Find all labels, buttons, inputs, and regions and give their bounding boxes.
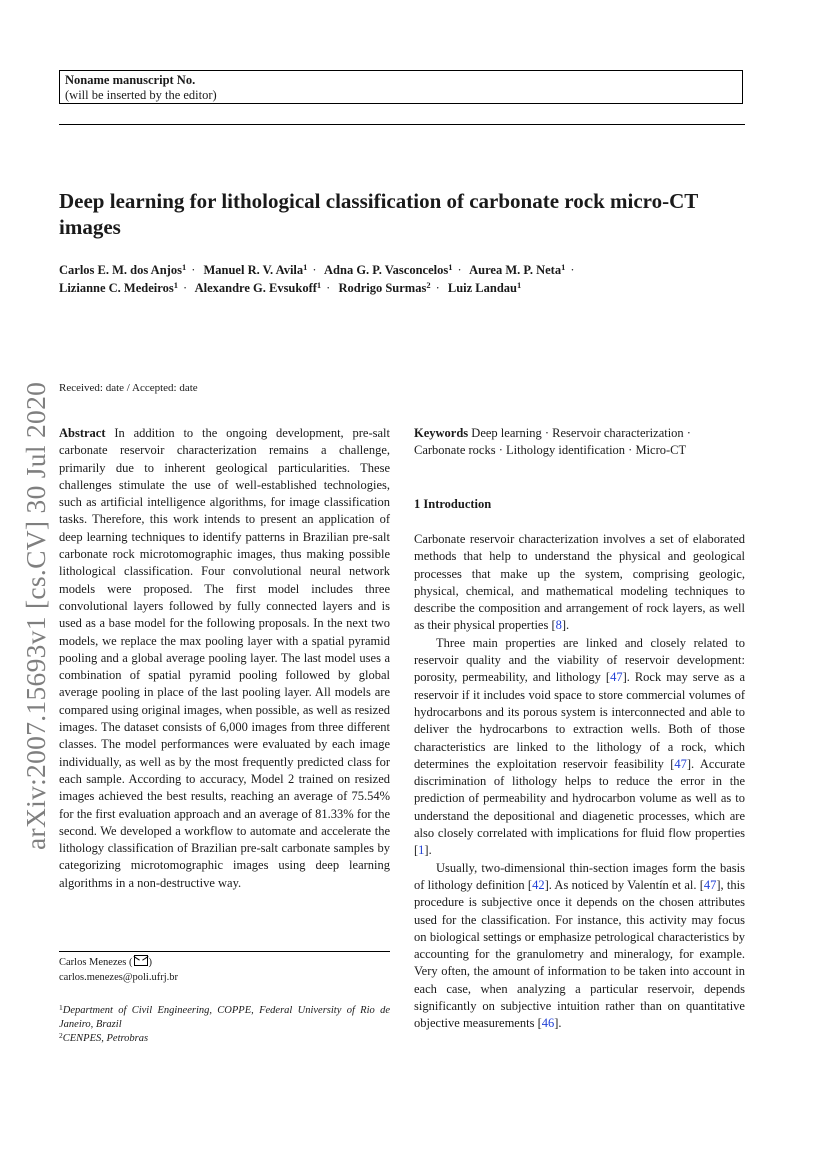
author-affiliation: 1 xyxy=(181,262,187,272)
citation-link[interactable]: 47 xyxy=(674,756,687,771)
received-date: Received: date / Accepted: date xyxy=(59,382,198,394)
author-name: Adna G. P. Vasconcelos xyxy=(324,263,449,277)
corresponding-name: Carlos Menezes xyxy=(59,957,127,968)
author-affiliation: 2 xyxy=(426,280,431,290)
affiliation-number: 1 xyxy=(59,1003,63,1012)
author-name: Aurea M. P. Neta xyxy=(469,263,562,277)
corresponding-email[interactable]: carlos.menezes@poli.ufrj.br xyxy=(59,972,179,983)
author-name: Carlos E. M. dos Anjos xyxy=(59,263,182,277)
author-affiliation: 1 xyxy=(517,280,522,290)
author-name: Lizianne C. Medeiros xyxy=(59,281,174,295)
paragraph: Usually, two-dimensional thin-section images form the basis of lithology definition [42]. As noticed by Valentín et al. [47], this procedure is subjective once it depends on the chosen attributes used for the classification. For instance, this activity may focus on biological settings or emphasize petrological characteristics by accounting for the granulometry and mineralogy, for example. Very often, the amount of information to be taken into account in each case, when analyzing a particular reservoir, depends significantly on subjective intuition rather than on quantitative objective measurements [46]. xyxy=(414,860,745,1031)
corresponding-author: Carlos Menezes ( ) carlos.menezes@poli.ufrj.br xyxy=(59,955,390,985)
citation-link[interactable]: 47 xyxy=(610,670,623,685)
keywords xyxy=(414,425,745,460)
section-heading-introduction: 1 Introduction xyxy=(414,497,492,511)
author-affiliation: 1 xyxy=(173,280,178,290)
author-affiliation: 1 xyxy=(316,280,322,290)
envelope-icon xyxy=(134,955,148,966)
citation-link[interactable]: 1 xyxy=(418,843,425,858)
author-affiliation: 1 xyxy=(303,262,308,272)
keywords-text: Deep learning · Reservoir characterization · Carbonate rocks · Lithology identification · Micro-CT xyxy=(414,426,691,458)
manuscript-number: Noname manuscript No. xyxy=(65,73,196,87)
introduction-body xyxy=(414,531,745,1033)
editor-note: (will be inserted by the editor) xyxy=(65,88,217,102)
paper-title: Deep learning for lithological classification of carbonate rock micro-CT images xyxy=(59,189,698,239)
author-name: Luiz Landau xyxy=(447,281,518,295)
citation-link[interactable]: 47 xyxy=(703,877,717,892)
keywords-heading: Keywords xyxy=(414,426,469,440)
abstract-heading: Abstract xyxy=(59,426,106,440)
citation-link[interactable]: 46 xyxy=(541,1016,555,1031)
author-affiliation: 1 xyxy=(561,262,566,272)
citation-link[interactable]: 42 xyxy=(532,877,545,892)
abstract xyxy=(59,425,390,892)
affiliation-1: Department of Civil Engineering, COPPE, Federal University of Rio de Janeiro, Brazil xyxy=(59,1005,390,1030)
affiliations xyxy=(59,1004,390,1046)
affiliation-2: CENPES, Petrobras xyxy=(62,1033,149,1044)
footnote-rule xyxy=(59,951,390,952)
author-affiliation: 1 xyxy=(448,262,453,272)
arxiv-stamp: arXiv:2007.15693v1 [cs.CV] 30 Jul 2020 xyxy=(20,381,51,850)
paragraph: Three main properties are linked and closely related to reservoir quality and the viability of reservoir development: porosity, permeability, and lithology [47]. Rock may serve as a reservoir if it includes void space to store commercial volumes of hydrocarbons and its porous system is interconnected and able to deliver the hydrocarbons to extraction wells. Both of those characteristics are linked to the lithology of a rock, which determines the exploitation reservoir feasibility [47]. Accurate discrimination of lithology helps to reduce the error in the prediction of permeability and hydrocarbon volume as well as to understand the depositional and diagenetic processes, which are also closely correlated with implications for fluid flow properties [1]. xyxy=(414,635,746,858)
abstract-text: In addition to the ongoing development, pre-salt carbonate reservoir characterization remains a challenge, primarily due to inherent geological particularities. These challenges stimulate the use of well-established technologies, such as artificial intelligence algorithms, for image classification tasks. Therefore, this work intends to present an application of deep learning techniques to identify patterns in Brazilian pre-salt carbonate rock microtomographic images, thus making possible lithological classification. Four convolutional neural network models were proposed. The first model includes three convolutional layers followed by fully connected layers and is used as a base model for the following proposals. In the next two models, we replace the max pooling layer with a spatial pyramid pooling and a global average pooling layer. The last model uses a combination of spatial pyramid pooling followed by global average pooling in place of the last pooling layer. All models are compared using original images, when possible, as well as resized images. The dataset consists of 6,000 images from three different classes. The model performances were evaluated by each image individually, as well as by the most frequently predicted class for each sample. According to accuracy, Model 2 trained on resized images achieved the best results, reaching an average of 75.54% for the first evaluation approach and an average of 81.33% for the second. We developed a workflow to automate and accelerate the lithology classification of Brazilian pre-salt carbonate samples by categorizing microtomographic images using deep learning algorithms in a non-destructive way. xyxy=(59,426,390,890)
editor-header-box xyxy=(59,70,743,104)
paragraph: Carbonate reservoir characterization involves a set of elaborated methods that help to understand the physical and geological processes that make up the system, comprising geologic, physical, chemical, and mathematical modeling techniques to describe the composition and arrangement of rock layers, as well as their physical properties [8]. xyxy=(414,532,745,633)
author-name: Manuel R. V. Avila xyxy=(203,263,304,277)
header-rule xyxy=(59,124,745,125)
author-name: Rodrigo Surmas xyxy=(338,281,427,295)
affiliation-number: 2 xyxy=(59,1031,63,1040)
author-name: Alexandre G. Evsukoff xyxy=(194,281,317,295)
citation-link[interactable]: 8 xyxy=(555,618,562,633)
author-list: Carlos E. M. dos Anjos$^1$ · Manuel R. V. Avila$^1$ · Adna G. P. Vasconcelos$^1$ · Aurea M. P. Neta$^1$ · Lizianne C. Medeiros$^1$ · Alexandre G. Evsukoff$^1$ · Rodrigo Surmas$^2$ · Luiz Landau$^1$ xyxy=(59,262,575,295)
